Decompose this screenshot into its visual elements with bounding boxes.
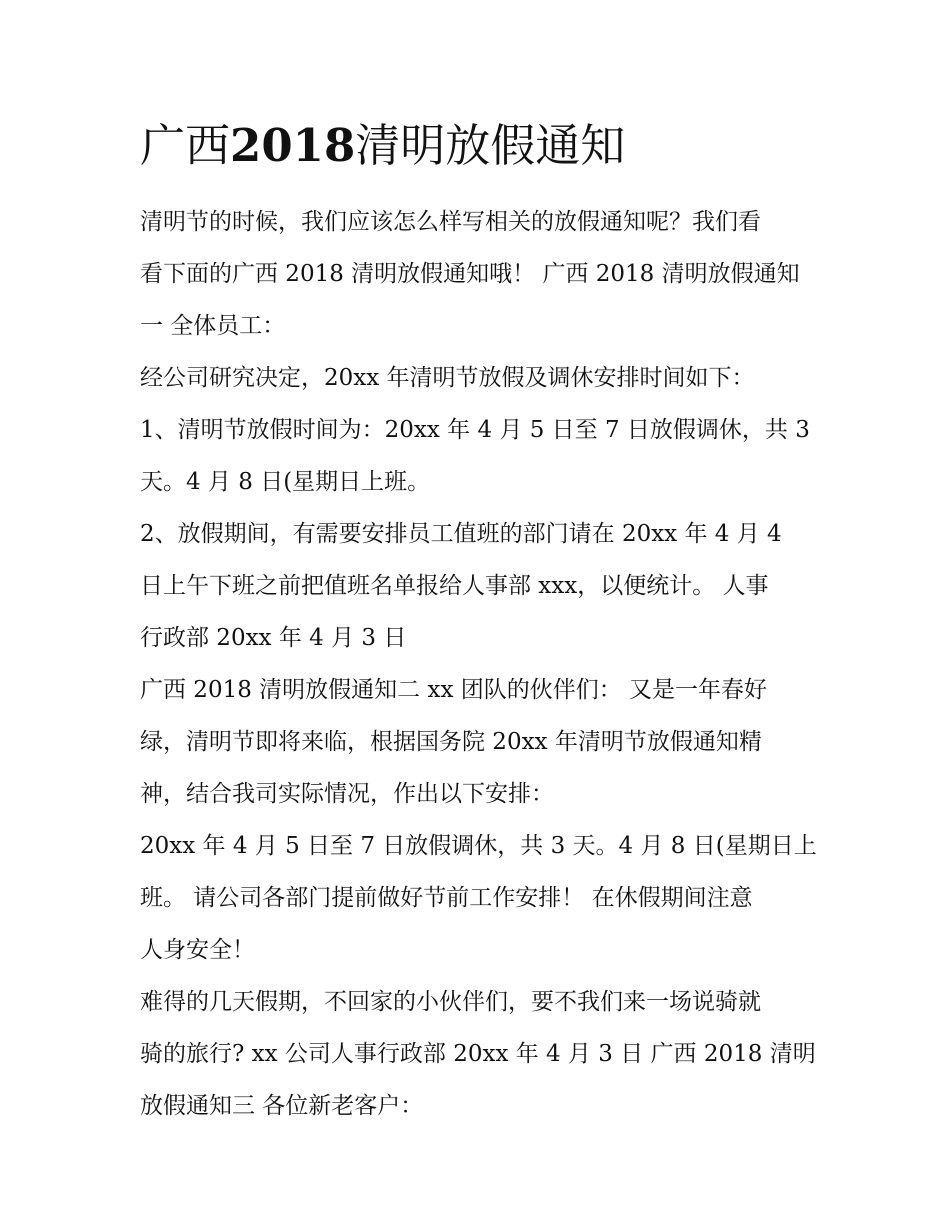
document-body: [140, 200, 820, 1136]
body-line: 骑的旅行? xx 公司人事行政部 20xx 年 4 月 3 日 广西 2018 清明: [140, 1041, 816, 1067]
body-line: 20xx 年 4 月 5 日至 7 日放假调休，共 3 天。4 月 8 日(星期日上: [140, 833, 817, 859]
body-line: 人身安全！: [140, 937, 255, 963]
body-line: 经公司研究决定，20xx 年清明节放假及调休安排时间如下：: [140, 365, 755, 391]
body-line: 1、清明节放假时间为：20xx 年 4 月 5 日至 7 日放假调休，共 3: [140, 417, 810, 443]
body-line: 行政部 20xx 年 4 月 3 日: [140, 625, 407, 651]
title-text-suffix: 清明放假通知: [355, 119, 626, 172]
body-line: 一 全体员工：: [140, 313, 286, 339]
body-line: 难得的几天假期，不回家的小伙伴们，要不我们来一场说骑就: [140, 989, 761, 1015]
title-year: 2018: [230, 119, 356, 172]
body-line: 清明节的时候，我们应该怎么样写相关的放假通知呢？我们看: [140, 209, 761, 235]
body-line: 绿，清明节即将来临，根据国务院 20xx 年清明节放假通知精: [140, 729, 762, 755]
body-line: 广西 2018 清明放假通知二 xx 团队的伙伴们： 又是一年春好: [140, 677, 768, 703]
body-line: 放假通知三 各位新老客户：: [140, 1093, 424, 1119]
body-line: 班。 请公司各部门提前做好节前工作安排！ 在休假期间注意: [140, 885, 753, 911]
body-line: 天。4 月 8 日(星期日上班。: [140, 469, 431, 495]
title-text-prefix: 广西: [140, 119, 231, 172]
body-line: 看下面的广西 2018 清明放假通知哦！ 广西 2018 清明放假通知: [140, 261, 800, 287]
document-title: [140, 116, 840, 176]
body-line: 神，结合我司实际情况，作出以下安排：: [140, 781, 554, 807]
body-line: 日上午下班之前把值班名单报给人事部 xxx，以便统计。 人事: [140, 573, 769, 599]
body-line: 2、放假期间，有需要安排员工值班的部门请在 20xx 年 4 月 4: [140, 521, 782, 547]
